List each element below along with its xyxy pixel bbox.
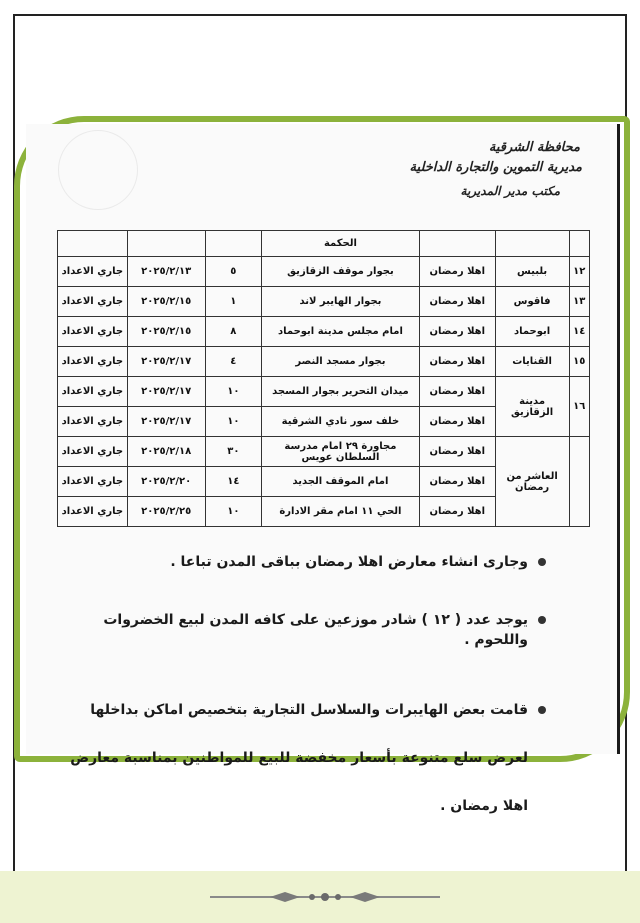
city-cell: مدينة الزقازيق [495,377,569,437]
count-cell: ١ [205,287,261,317]
date-cell: ٢٠٢٥/٢/١٧ [127,377,205,407]
count-cell: ٤ [205,347,261,377]
city-cell: ابوحماد [495,317,569,347]
status-cell: جاري الاعداد [58,317,128,347]
city-cell: القنايات [495,347,569,377]
date-cell: ٢٠٢٥/٢/١٣ [127,257,205,287]
table-row [58,257,590,287]
status-cell: جاري الاعداد [58,437,128,467]
office-heading: مكتب مدير المديرية [460,184,560,198]
governorate-heading: محافظة الشرقية [488,140,580,155]
exhibition-name-cell: اهلا رمضان [419,257,495,287]
seal-stamp [58,130,138,210]
status-cell: جاري الاعداد [58,287,128,317]
exhibition-name-cell: اهلا رمضان [419,437,495,467]
count-cell: ٣٠ [205,437,261,467]
bullet-icon [538,558,546,566]
status-cell: جاري الاعداد [58,347,128,377]
table-row [58,317,590,347]
city-cell: بلبيس [495,257,569,287]
row-number: ١٤ [569,317,590,347]
count-cell: ١٠ [205,377,261,407]
status-cell: جاري الاعداد [58,377,128,407]
table-row [58,287,590,317]
list-item [70,610,548,650]
count-cell: ١٠ [205,407,261,437]
row-number [569,437,590,527]
date-cell: ٢٠٢٥/٢/١٨ [127,437,205,467]
notes-list [70,546,548,830]
date-cell: ٢٠٢٥/٢/١٥ [127,287,205,317]
note-text: يوجد عدد ( ١٢ ) شادر موزعين على كافه المدن لبيع الخضروات واللحوم . [103,612,528,648]
exhibitions-table [57,230,590,527]
list-item [70,552,548,572]
date-cell: ٢٠٢٥/٢/٢٠ [127,467,205,497]
location-cell: الحي ١١ امام مقر الادارة [262,497,420,527]
count-cell: ٨ [205,317,261,347]
location-cell: بجوار مسجد النصر [262,347,420,377]
location-cell: بجوار موقف الزقازيق [262,257,420,287]
row-number: ١٢ [569,257,590,287]
status-cell: جاري الاعداد [58,407,128,437]
footer-ornament-icon [210,889,440,905]
date-cell: ٢٠٢٥/٢/١٥ [127,317,205,347]
header-label: الحكمة [262,231,420,257]
table-row [58,347,590,377]
exhibition-name-cell: اهلا رمضان [419,347,495,377]
exhibition-name-cell: اهلا رمضان [419,407,495,437]
list-item [70,686,548,830]
location-cell: امام مجلس مدينة ابوحماد [262,317,420,347]
bullet-icon [538,706,546,714]
date-cell: ٢٠٢٥/٢/١٧ [127,347,205,377]
status-cell: جاري الاعداد [58,467,128,497]
location-cell: خلف سور نادي الشرقية [262,407,420,437]
exhibition-name-cell: اهلا رمضان [419,467,495,497]
exhibition-name-cell: اهلا رمضان [419,497,495,527]
bullet-icon [538,616,546,624]
exhibition-name-cell: اهلا رمضان [419,317,495,347]
count-cell: ١٤ [205,467,261,497]
table-row [58,437,590,467]
row-number: ١٣ [569,287,590,317]
date-cell: ٢٠٢٥/٢/١٧ [127,407,205,437]
row-number: ١٥ [569,347,590,377]
status-cell: جاري الاعداد [58,257,128,287]
exhibition-name-cell: اهلا رمضان [419,377,495,407]
city-cell: فاقوس [495,287,569,317]
count-cell: ٥ [205,257,261,287]
table-row [58,377,590,407]
count-cell: ١٠ [205,497,261,527]
location-cell: ميدان التحرير بجوار المسجد [262,377,420,407]
status-cell: جاري الاعداد [58,497,128,527]
location-cell: امام الموقف الجديد [262,467,420,497]
date-cell: ٢٠٢٥/٢/٢٥ [127,497,205,527]
city-cell: العاشر من رمضان [495,437,569,527]
row-number: ١٦ [569,377,590,437]
location-cell: بجوار الهايبر لاند [262,287,420,317]
directorate-heading: مديرية التموين والتجارة الداخلية [409,160,582,175]
table-header-row [58,231,590,257]
note-text: قامت بعض الهايبرات والسلاسل التجارية بتخصيص اماكن بداخلها لعرض سلع متنوعة بأسعار مخفضة للبيع للمواطنين بمناسبة معارض اهلا رمضان . [70,702,528,814]
exhibition-name-cell: اهلا رمضان [419,287,495,317]
note-text: وجارى انشاء معارض اهلا رمضان بباقى المدن تباعا . [170,554,528,570]
location-cell: مجاورة ٢٩ امام مدرسة السلطان عويس [262,437,420,467]
